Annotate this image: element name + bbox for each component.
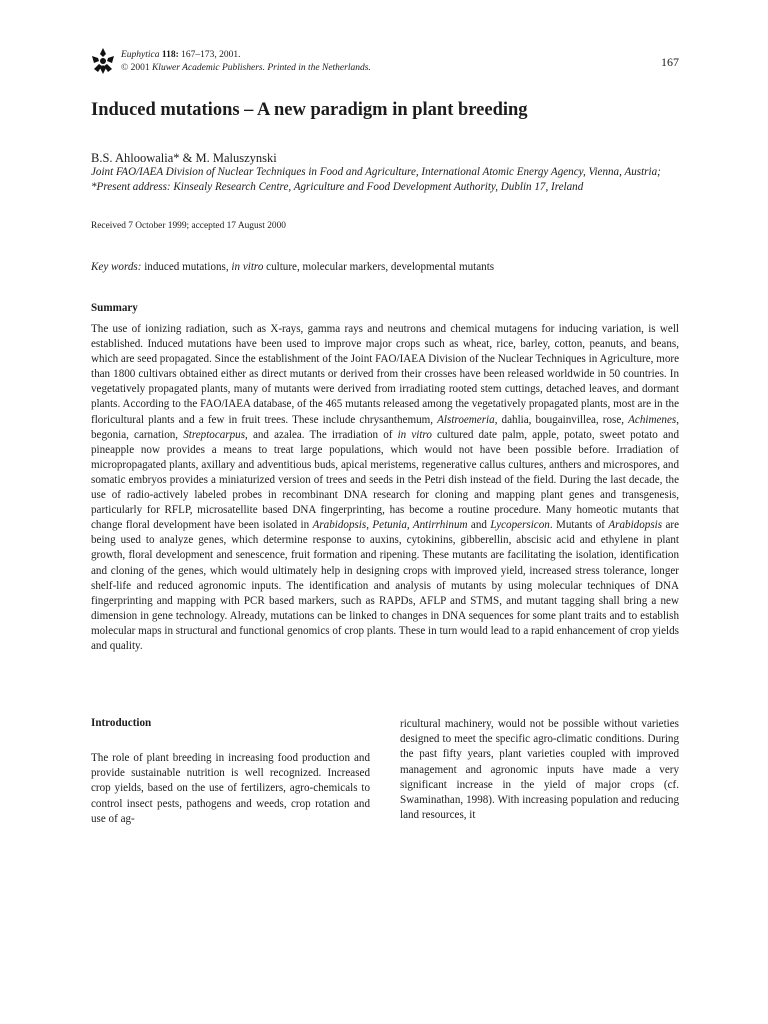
running-header [121,49,541,75]
publisher-logo-icon [91,47,115,75]
introduction-left-column: The role of plant breeding in increasing food production and provide sustainable nutrition is well recognized. Increased crop yields, based on the use of fertilizers, agro-chemicals to control insect pests, pathogens and weeds, crop rotation and use of ag- [91,752,370,825]
journal-pages: 167–173, 2001. [181,50,241,60]
journal-volume: 118: [161,50,179,60]
introduction-right-column: ricultural machinery, would not be possible without varieties designed to meet the specific agro-climatic conditions. During the past fifty years, plant varieties coupled with improved management and agronomic inputs have made a very significant increase in the yield of major crops (cf. Swaminathan, 1998). With increasing population and reducing land resources, it [400,718,679,822]
article-title: Induced mutations – A new paradigm in plant breeding [91,100,528,120]
keywords-label: Key words: [91,261,142,273]
keywords-text-1: induced mutations, [141,261,232,273]
publisher-line: Kluwer Academic Publishers. Printed in the Netherlands. [151,63,371,73]
keywords-text-2: culture, molecular markers, developmental mutants [263,261,495,273]
keywords [91,261,691,273]
introduction-heading: Introduction [91,717,152,729]
article-authors: B.S. Ahloowalia* & M. Maluszynski [91,151,277,165]
summary-heading: Summary [91,302,138,314]
journal-name: Euphytica [121,50,160,60]
summary-paragraph: The use of ionizing radiation, such as X-rays, gamma rays and neutrons and chemical mutagens for inducing variation, is well established. Induced mutations have been used to improve major crops such as wheat, rice, barley, cotton, peanuts, and beans, which are seed propagated. Since the establishment of the Joint FAO/IAEA Division of the Nuclear Techniques in Agriculture, more than 1800 cultivars obtained either as direct mutants or derived from their crosses have been released worldwide in 50 countries. In vegetatively propagated plants, many of mutants were derived from irradiating rooted stem cuttings, detached leaves, and dormant plants. According to the FAO/IAEA database, of the 465 mutants released among the vegetatively propagated plants, most are in the floricultural plants and a few in fruit trees. These include chrysanthemum, Alstroemeria, dahlia, bougainvillea, rose, Achimenes, begonia, carnation, Streptocarpus, and azalea. The irradiation of in vitro cultured date palm, apple, potato, sweet potato and pineapple now provides a means to treat large populations, which would not have been possible before. Irradiation of micropropagated plants, axillary and adventitious buds, apical meristems, regenerative callus cultures, anthers and microspores, and somatic embryos provides a miniaturized version of trees and seeds in the Petri dish instead of the field. During the last decade, the use of radio-actively labeled probes in recombinant DNA research for cloning and mapping plant genes and transgenesis, particularly for RFLP, microsatellite based DNA fingerprinting, has become a routine procedure. Many homeotic mutants that change floral development have been isolated in Arabidopsis, Petunia, Antirrhinum and Lycopersicon. Mutants of Arabidopsis are being used to analyze genes, which determine response to auxins, cytokinins, gibberellin, abscisic acid and ethylene in plant growth, floral development and senescence, fruit formation and ripening. These mutants are facilitating the isolation, identification and cloning of the genes, which would ultimately help in designing crops with improved yield, increased stress tolerance, longer shelf-life and reduced agronomic inputs. The identification and analysis of mutants by using molecular techniques of DNA fingerprinting and mapping with PCR based markers, such as RAPDs, AFLP and STMS, and mutant tagging shall bring a new dimension in gene technology. Already, mutations can be linked to changes in DNA sequences for some plant traits and to establish molecular maps in structural and functional genomics of crop plants. These in turn would lead to a rapid enhancement of crop yields and quality. [91,323,680,652]
author-affiliation: Joint FAO/IAEA Division of Nuclear Techniques in Food and Agriculture, International Atomic Energy Agency, Vienna, Austria; *Present address: Kinsealy Research Centre, Agriculture and Food Development Authority, Dublin 17, Ireland [91,166,661,194]
received-dates: Received 7 October 1999; accepted 17 August 2000 [91,221,286,231]
copyright-year: © 2001 [121,63,150,73]
page-number: 167 [661,55,679,69]
keywords-italic: in vitro [231,261,264,273]
